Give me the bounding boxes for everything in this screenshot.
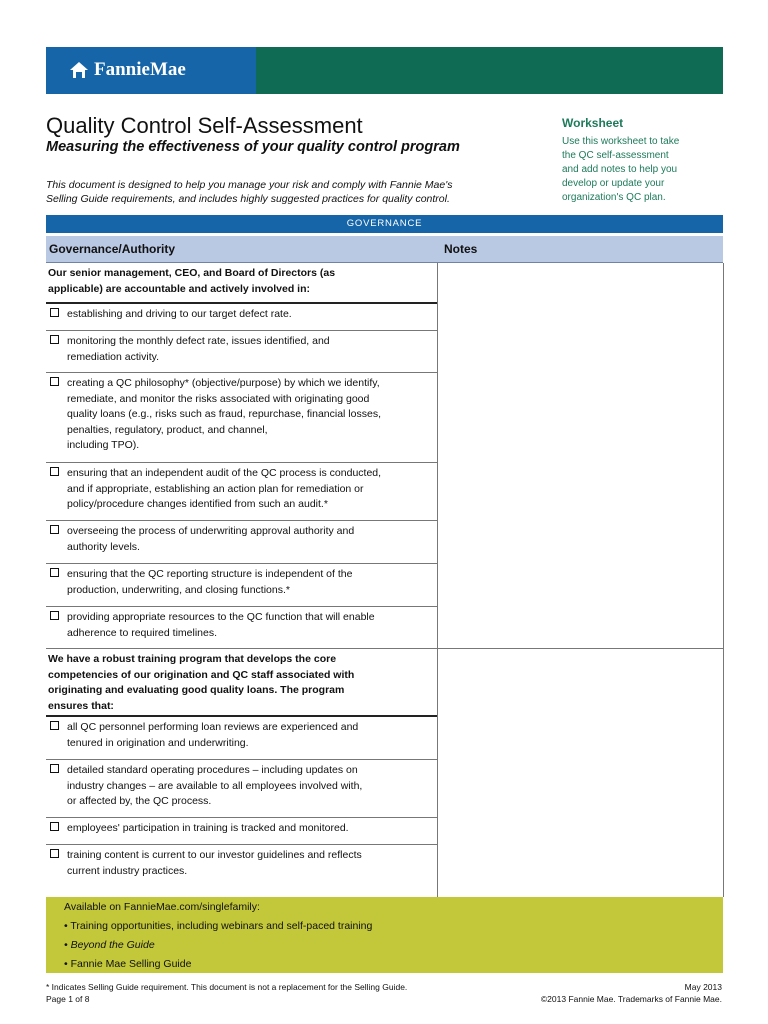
checklist-item: [46, 818, 437, 845]
item-line: all QC personnel performing loan reviews are experienced and: [67, 721, 359, 733]
worksheet-line: the QC self-assessment: [562, 150, 669, 161]
resource-link-selling-guide[interactable]: • Fannie Mae Selling Guide: [64, 958, 192, 970]
intro-line: Selling Guide requirements, and includes highly suggested practices for quality control.: [46, 193, 450, 205]
checklist-item: [46, 373, 437, 463]
house-logo-icon: [68, 59, 90, 81]
checkbox[interactable]: [50, 568, 59, 577]
brand-name: FannieMae: [94, 59, 186, 80]
checklist-item: [46, 304, 437, 331]
document-date: May 2013: [684, 982, 722, 992]
footer-left: [46, 981, 407, 1005]
checkbox[interactable]: [50, 822, 59, 831]
checklist-item: [46, 760, 437, 818]
item-line: tenured in origination and underwriting.: [67, 736, 249, 749]
worksheet-line: Use this worksheet to take: [562, 136, 680, 147]
intro-line: This document is designed to help you manage your risk and comply with Fannie Mae's: [46, 179, 453, 191]
item-line: production, underwriting, and closing functions.*: [67, 583, 290, 596]
checkbox[interactable]: [50, 849, 59, 858]
checkbox[interactable]: [50, 308, 59, 317]
page-subtitle: Measuring the effectiveness of your quality control program: [46, 139, 460, 155]
worksheet-line: develop or update your: [562, 178, 665, 189]
column-header-governance: Governance/Authority: [49, 242, 176, 256]
checklist-item: [46, 463, 437, 521]
item-line: training content is current to our investor guidelines and reflects: [67, 849, 362, 861]
section-label-bar: GOVERNANCE: [46, 215, 723, 233]
checklist-item: [46, 607, 437, 648]
resources-box: [46, 897, 723, 973]
item-line: penalties, regulatory, product, and channel,: [67, 423, 268, 436]
checkbox[interactable]: [50, 764, 59, 773]
checklist-item: [46, 521, 437, 564]
item-line: including TPO).: [67, 439, 140, 451]
footnote: * Indicates Selling Guide requirement. This document is not a replacement for the Selling Guide.: [46, 982, 408, 992]
item-line: creating a QC philosophy* (objective/purpose) by which we identify,: [67, 377, 380, 389]
intro-text: [46, 178, 516, 206]
item-line: ensuring that the QC reporting structure is independent of the: [67, 568, 353, 580]
heading-line: applicable) are accountable and actively involved in:: [48, 282, 311, 295]
resource-link-training[interactable]: • Training opportunities, including webinars and self-paced training: [64, 920, 373, 932]
item-line: establishing and driving to our target defect rate.: [67, 308, 292, 320]
item-line: and if appropriate, establishing an action plan for remediation or: [67, 482, 364, 495]
heading-line: originating and evaluating good quality loans. The program: [48, 684, 345, 696]
worksheet-line: organization's QC plan.: [562, 192, 666, 203]
checkbox[interactable]: [50, 377, 59, 386]
item-line: monitoring the monthly defect rate, issues identified, and: [67, 335, 330, 347]
item-line: remediation activity.: [67, 350, 160, 363]
item-line: policy/procedure changes identified from such an audit.*: [67, 498, 328, 510]
column-header-notes: Notes: [444, 242, 478, 256]
section-heading: [46, 263, 437, 304]
brand-banner: [46, 47, 723, 94]
checklist-item: [46, 564, 437, 607]
worksheet-line: and add notes to help you: [562, 164, 678, 175]
worksheet-text: [562, 135, 722, 205]
resources-heading: Available on FannieMae.com/singlefamily:: [64, 901, 260, 913]
checkbox[interactable]: [50, 525, 59, 534]
checkbox[interactable]: [50, 467, 59, 476]
item-line: providing appropriate resources to the QC function that will enable: [67, 611, 375, 623]
heading-line: competencies of our origination and QC staff associated with: [48, 668, 355, 681]
footer-right: [541, 981, 722, 1005]
item-line: current industry practices.: [67, 864, 188, 877]
worksheet-title: Worksheet: [562, 116, 624, 130]
copyright: ©2013 Fannie Mae. Trademarks of Fannie Mae.: [540, 994, 722, 1004]
item-line: ensuring that an independent audit of the QC process is conducted,: [67, 467, 382, 479]
item-line: or affected by, the QC process.: [67, 795, 212, 807]
item-line: adherence to required timelines.: [67, 626, 218, 639]
checkbox[interactable]: [50, 721, 59, 730]
checklist-item: [46, 845, 437, 897]
banner-logo-panel: [46, 47, 256, 94]
item-line: employees' participation in training is tracked and monitored.: [67, 822, 349, 834]
heading-line: Our senior management, CEO, and Board of Directors (as: [48, 267, 336, 279]
item-line: industry changes – are available to all employees involved with,: [67, 779, 363, 792]
checkbox[interactable]: [50, 335, 59, 344]
assessment-table: [46, 263, 724, 897]
checkbox[interactable]: [50, 611, 59, 620]
fannie-mae-logo: [68, 59, 186, 81]
item-line: remediate, and monitor the risks associated with originating good: [67, 392, 370, 405]
column-divider: [437, 263, 438, 897]
heading-line: We have a robust training program that develops the core: [48, 653, 337, 665]
section-heading: [46, 649, 437, 717]
checklist-item: [46, 331, 437, 373]
item-line: overseeing the process of underwriting approval authority and: [67, 525, 355, 537]
item-line: quality loans (e.g., risks such as fraud, repurchase, financial losses,: [67, 408, 381, 420]
item-line: authority levels.: [67, 540, 140, 553]
heading-line: ensures that:: [48, 699, 114, 712]
resource-link-beyond-the-guide[interactable]: • Beyond the Guide: [64, 939, 155, 951]
checklist-item: [46, 717, 437, 760]
table-header: [46, 236, 723, 263]
item-line: detailed standard operating procedures – including updates on: [67, 764, 358, 776]
page-title: Quality Control Self-Assessment: [46, 113, 363, 138]
page-number: Page 1 of 8: [46, 994, 90, 1004]
